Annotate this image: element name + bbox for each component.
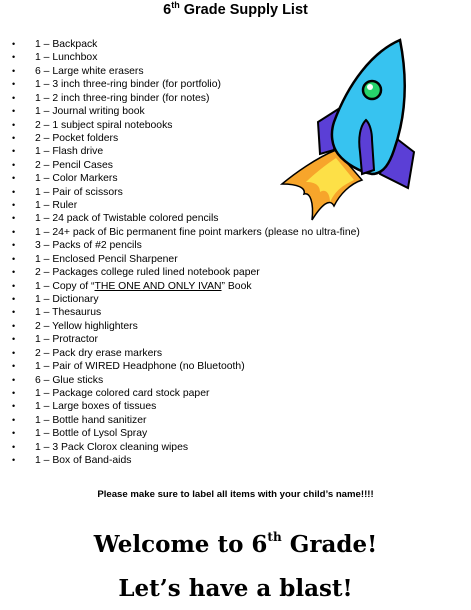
list-item: • 6 – Large white erasers: [0, 65, 360, 78]
book-title: THE ONE AND ONLY IVAN: [94, 280, 222, 292]
list-item: • 6 – Glue sticks: [0, 374, 360, 387]
list-item: • 1 – Color Markers: [0, 172, 360, 185]
list-item: • 1 – Dictionary: [0, 293, 360, 306]
list-item: • 1 – Bottle of Lysol Spray: [0, 427, 360, 440]
page-title: 6th Grade Supply List: [163, 0, 308, 18]
list-item: • 1 – Protractor: [0, 333, 360, 346]
list-item: • 3 – Packs of #2 pencils: [0, 239, 360, 252]
list-item: • 2 – Packages college ruled lined notebook paper: [0, 266, 360, 279]
list-item: • 1 – 3 inch three-ring binder (for portfolio): [0, 78, 360, 91]
window-shine: [367, 84, 373, 90]
list-item: • 1 – 24+ pack of Bic permanent fine point markers (please no ultra-fine): [0, 226, 360, 239]
welcome-heading: Welcome to 6th Grade!: [93, 530, 378, 558]
list-item: • 1 – 2 inch three-ring binder (for notes): [0, 92, 360, 105]
list-item: • 1 – Box of Band-aids: [0, 454, 360, 467]
list-item: • 1 – Package colored card stock paper: [0, 387, 360, 400]
list-item: • 1 – Backpack: [0, 38, 360, 51]
list-item: • 1 – Flash drive: [0, 145, 360, 158]
list-item: • 1 – Pair of scissors: [0, 186, 360, 199]
list-item: • 1 – Lunchbox: [0, 51, 360, 64]
list-item-book: • 1 – Copy of “THE ONE AND ONLY IVAN” Book: [0, 280, 360, 293]
list-item: • 1 – Large boxes of tissues: [0, 400, 360, 413]
list-item: • 1 – Thesaurus: [0, 306, 360, 319]
blast-heading: Let’s have a blast!: [118, 575, 353, 602]
list-item: • 2 – Yellow highlighters: [0, 320, 360, 333]
rocket-window: [363, 81, 381, 99]
list-item: • 2 – Pocket folders: [0, 132, 360, 145]
list-item: • 1 – Bottle hand sanitizer: [0, 414, 360, 427]
list-item: • 1 – Journal writing book: [0, 105, 360, 118]
list-item: • 2 – Pencil Cases: [0, 159, 360, 172]
list-item: • 1 – Enclosed Pencil Sharpener: [0, 253, 360, 266]
list-item: • 2 – Pack dry erase markers: [0, 347, 360, 360]
list-item: • 1 – 3 Pack Clorox cleaning wipes: [0, 441, 360, 454]
reminder-text: Please make sure to label all items with your child’s name!!!!: [97, 489, 374, 500]
rocket-icon: [276, 34, 436, 222]
list-item: • 2 – 1 subject spiral notebooks: [0, 119, 360, 132]
list-item: • 1 – 24 pack of Twistable colored pencils: [0, 212, 360, 225]
list-item: • 1 – Pair of WIRED Headphone (no Bluetooth): [0, 360, 360, 373]
list-item: • 1 – Ruler: [0, 199, 360, 212]
